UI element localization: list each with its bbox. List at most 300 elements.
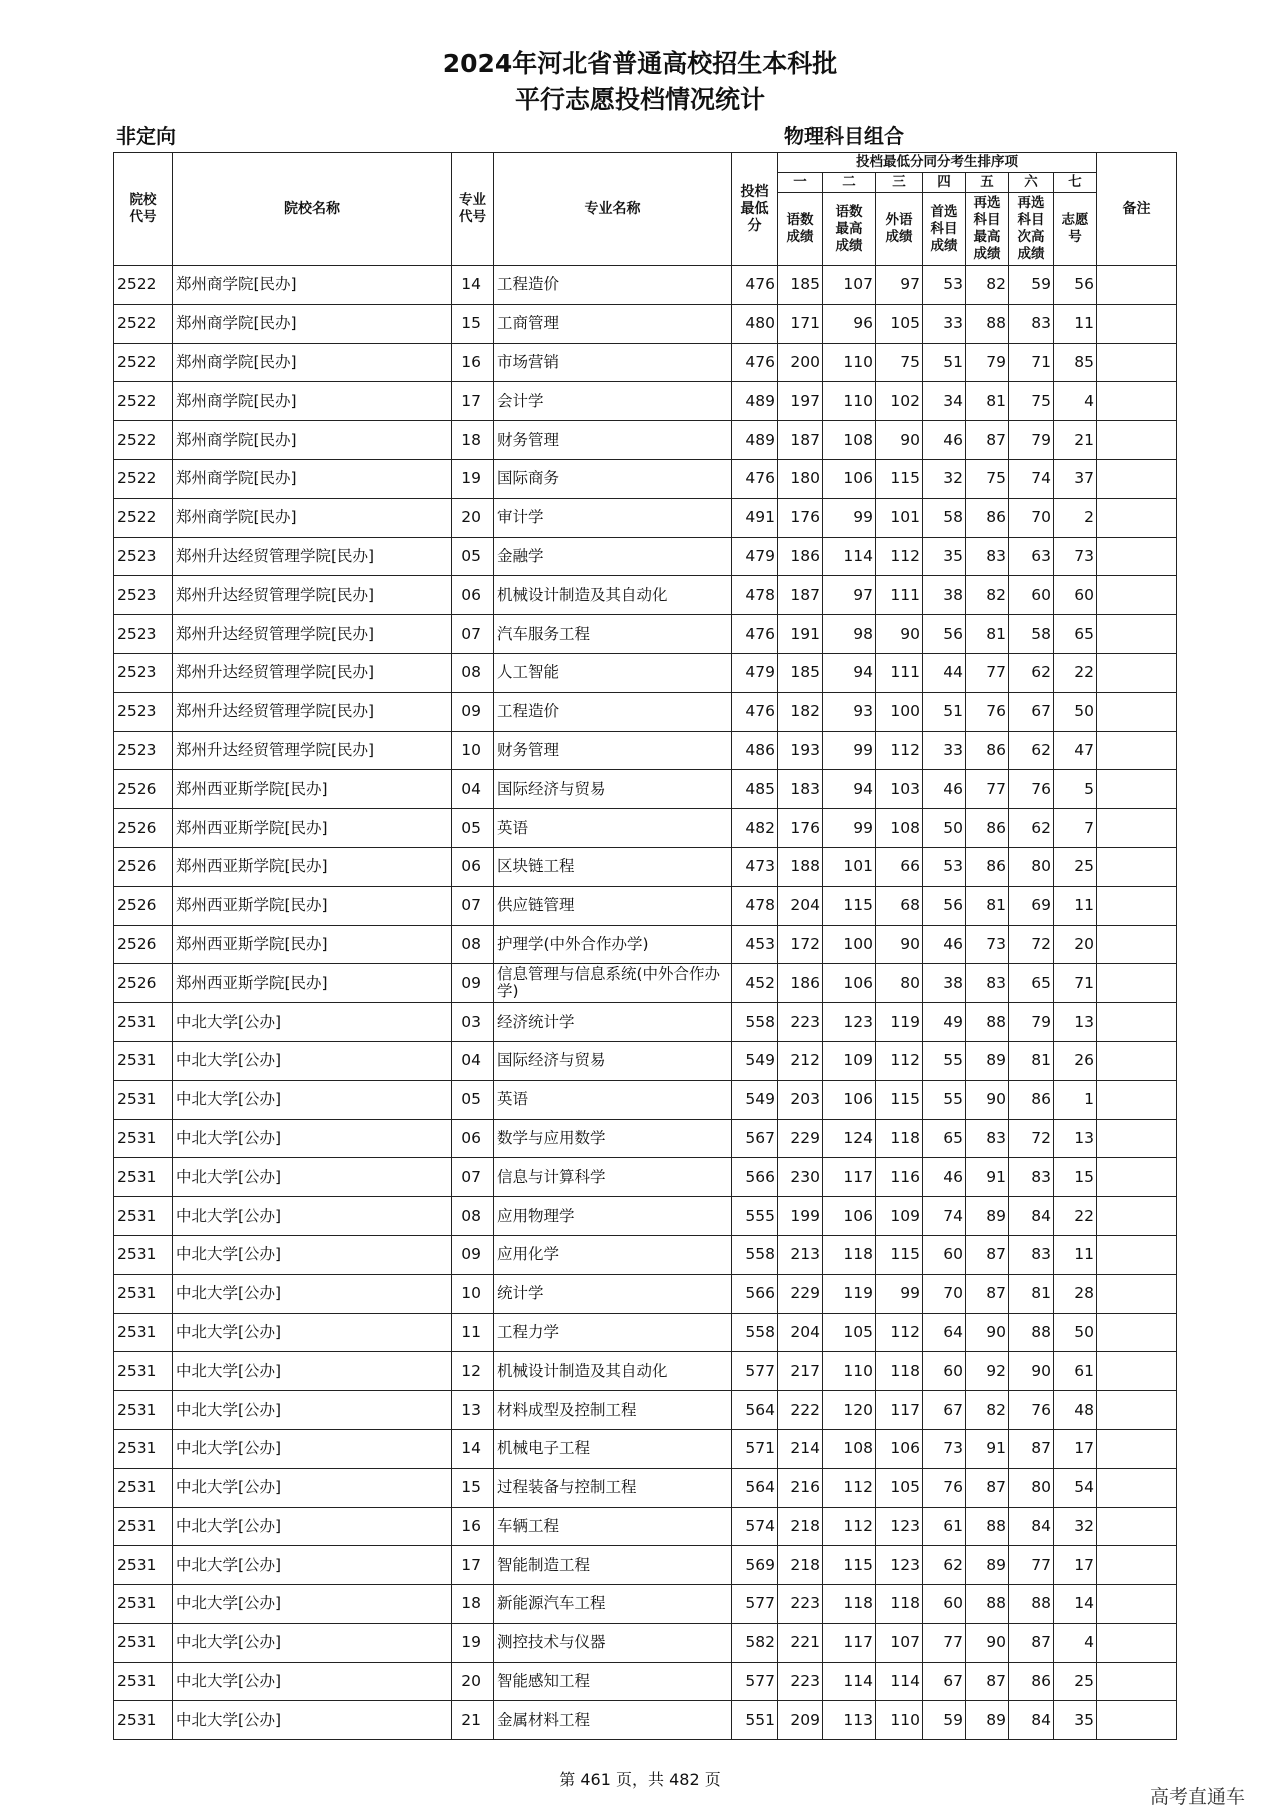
cell-elective-second-score: 71	[1009, 343, 1054, 382]
cell-chinese-math-score: 223	[778, 1003, 823, 1042]
cell-chinese-math-score: 197	[778, 382, 823, 421]
cell-major-code: 13	[452, 1391, 494, 1430]
header-order-5: 五	[966, 173, 1009, 193]
cell-elective-max-score: 88	[966, 1585, 1009, 1624]
cell-elective-max-score: 87	[966, 1662, 1009, 1701]
cell-major-code: 05	[452, 809, 494, 848]
cell-elective-second-score: 87	[1009, 1623, 1054, 1662]
cell-note	[1097, 1623, 1177, 1662]
cell-min-score: 582	[732, 1623, 778, 1662]
cell-elective-max-score: 75	[966, 459, 1009, 498]
cell-elective-second-score: 74	[1009, 459, 1054, 498]
cell-school-name: 郑州商学院[民办]	[173, 421, 452, 460]
cell-chinese-math-max: 112	[823, 1507, 876, 1546]
cell-elective-max-score: 90	[966, 1313, 1009, 1352]
cell-school-name: 中北大学[公办]	[173, 1235, 452, 1274]
cell-major-name: 英语	[494, 809, 732, 848]
cell-preference-number: 4	[1054, 382, 1097, 421]
cell-preference-number: 61	[1054, 1352, 1097, 1391]
cell-school-code: 2531	[114, 1352, 173, 1391]
cell-first-choice-score: 51	[923, 343, 966, 382]
cell-chinese-math-max: 123	[823, 1003, 876, 1042]
cell-elective-second-score: 81	[1009, 1041, 1054, 1080]
cell-first-choice-score: 65	[923, 1119, 966, 1158]
cell-elective-max-score: 83	[966, 1119, 1009, 1158]
cell-first-choice-score: 53	[923, 847, 966, 886]
cell-first-choice-score: 33	[923, 731, 966, 770]
cell-chinese-math-max: 115	[823, 1546, 876, 1585]
cell-first-choice-score: 50	[923, 809, 966, 848]
cell-school-code: 2531	[114, 1623, 173, 1662]
table-row	[114, 1429, 1177, 1468]
cell-school-name: 郑州商学院[民办]	[173, 382, 452, 421]
cell-note	[1097, 1546, 1177, 1585]
cell-major-code: 15	[452, 1468, 494, 1507]
page-number: 第 461 页，共 482 页	[559, 1770, 721, 1789]
cell-min-score: 566	[732, 1274, 778, 1313]
cell-note	[1097, 382, 1177, 421]
cell-school-code: 2531	[114, 1313, 173, 1352]
cell-chinese-math-score: 213	[778, 1235, 823, 1274]
cell-foreign-language-score: 123	[876, 1546, 923, 1585]
subject-combination-label: 物理科目组合	[784, 124, 904, 148]
cell-major-code: 19	[452, 1623, 494, 1662]
cell-school-name: 郑州商学院[民办]	[173, 459, 452, 498]
cell-foreign-language-score: 119	[876, 1003, 923, 1042]
cell-school-name: 中北大学[公办]	[173, 1197, 452, 1236]
cell-min-score: 571	[732, 1429, 778, 1468]
cell-major-name: 区块链工程	[494, 847, 732, 886]
cell-major-name: 会计学	[494, 382, 732, 421]
cell-elective-max-score: 77	[966, 770, 1009, 809]
cell-elective-max-score: 81	[966, 615, 1009, 654]
cell-major-code: 06	[452, 847, 494, 886]
cell-min-score: 577	[732, 1662, 778, 1701]
cell-school-code: 2523	[114, 576, 173, 615]
cell-chinese-math-max: 115	[823, 886, 876, 925]
cell-preference-number: 14	[1054, 1585, 1097, 1624]
header-order-4: 四	[923, 173, 966, 193]
cell-major-name: 智能制造工程	[494, 1546, 732, 1585]
cell-elective-max-score: 86	[966, 847, 1009, 886]
cell-note	[1097, 1313, 1177, 1352]
cell-min-score: 486	[732, 731, 778, 770]
cell-major-name: 应用化学	[494, 1235, 732, 1274]
cell-school-code: 2531	[114, 1507, 173, 1546]
table-row	[114, 847, 1177, 886]
header-school-name: 院校名称	[173, 153, 452, 266]
cell-elective-second-score: 76	[1009, 770, 1054, 809]
cell-major-name: 测控技术与仪器	[494, 1623, 732, 1662]
cell-min-score: 482	[732, 809, 778, 848]
cell-note	[1097, 1119, 1177, 1158]
cell-min-score: 453	[732, 925, 778, 964]
cell-elective-max-score: 92	[966, 1352, 1009, 1391]
cell-school-code: 2531	[114, 1080, 173, 1119]
cell-school-code: 2522	[114, 382, 173, 421]
cell-chinese-math-max: 100	[823, 925, 876, 964]
cell-preference-number: 25	[1054, 1662, 1097, 1701]
cell-foreign-language-score: 107	[876, 1623, 923, 1662]
cell-foreign-language-score: 117	[876, 1391, 923, 1430]
cell-note	[1097, 537, 1177, 576]
header-item-1: 语数 成绩	[778, 193, 823, 266]
cell-note	[1097, 886, 1177, 925]
cell-school-code: 2526	[114, 925, 173, 964]
cell-foreign-language-score: 114	[876, 1662, 923, 1701]
cell-major-name: 机械电子工程	[494, 1429, 732, 1468]
cell-preference-number: 7	[1054, 809, 1097, 848]
cell-min-score: 549	[732, 1080, 778, 1119]
cell-note	[1097, 809, 1177, 848]
cell-chinese-math-score: 222	[778, 1391, 823, 1430]
header-order-6: 六	[1009, 173, 1054, 193]
cell-preference-number: 22	[1054, 1197, 1097, 1236]
cell-foreign-language-score: 90	[876, 925, 923, 964]
cell-school-code: 2531	[114, 1041, 173, 1080]
cell-major-name: 汽车服务工程	[494, 615, 732, 654]
header-tie-break-group: 投档最低分同分考生排序项	[778, 153, 1097, 173]
cell-major-code: 05	[452, 1080, 494, 1119]
cell-school-code: 2526	[114, 809, 173, 848]
cell-foreign-language-score: 109	[876, 1197, 923, 1236]
cell-major-code: 09	[452, 964, 494, 1003]
cell-major-name: 经济统计学	[494, 1003, 732, 1042]
cell-preference-number: 15	[1054, 1158, 1097, 1197]
cell-chinese-math-max: 94	[823, 653, 876, 692]
cell-chinese-math-score: 229	[778, 1274, 823, 1313]
cell-preference-number: 65	[1054, 615, 1097, 654]
header-min-score: 投档 最低 分	[732, 153, 778, 266]
cell-chinese-math-score: 182	[778, 692, 823, 731]
cell-major-code: 16	[452, 343, 494, 382]
cell-note	[1097, 1003, 1177, 1042]
cell-preference-number: 60	[1054, 576, 1097, 615]
cell-school-name: 郑州升达经贸管理学院[民办]	[173, 615, 452, 654]
cell-note	[1097, 964, 1177, 1003]
cell-elective-max-score: 77	[966, 653, 1009, 692]
cell-foreign-language-score: 105	[876, 304, 923, 343]
cell-school-code: 2531	[114, 1546, 173, 1585]
cell-preference-number: 11	[1054, 304, 1097, 343]
cell-preference-number: 54	[1054, 1468, 1097, 1507]
cell-note	[1097, 1041, 1177, 1080]
cell-preference-number: 48	[1054, 1391, 1097, 1430]
cell-major-name: 机械设计制造及其自动化	[494, 1352, 732, 1391]
cell-chinese-math-score: 204	[778, 886, 823, 925]
cell-major-code: 09	[452, 692, 494, 731]
cell-school-code: 2531	[114, 1235, 173, 1274]
cell-preference-number: 32	[1054, 1507, 1097, 1546]
cell-major-code: 05	[452, 537, 494, 576]
cell-school-code: 2523	[114, 537, 173, 576]
cell-school-code: 2522	[114, 304, 173, 343]
cell-elective-max-score: 90	[966, 1080, 1009, 1119]
cell-chinese-math-max: 99	[823, 731, 876, 770]
cell-major-name: 车辆工程	[494, 1507, 732, 1546]
cell-chinese-math-score: 176	[778, 809, 823, 848]
cell-preference-number: 85	[1054, 343, 1097, 382]
cell-major-code: 17	[452, 382, 494, 421]
cell-foreign-language-score: 100	[876, 692, 923, 731]
cell-elective-max-score: 89	[966, 1546, 1009, 1585]
table-row	[114, 1041, 1177, 1080]
cell-elective-second-score: 79	[1009, 421, 1054, 460]
table-row	[114, 421, 1177, 460]
cell-first-choice-score: 76	[923, 1468, 966, 1507]
cell-chinese-math-score: 229	[778, 1119, 823, 1158]
cell-foreign-language-score: 118	[876, 1585, 923, 1624]
table-row	[114, 653, 1177, 692]
cell-major-name: 国际商务	[494, 459, 732, 498]
cell-elective-second-score: 90	[1009, 1352, 1054, 1391]
cell-elective-second-score: 77	[1009, 1546, 1054, 1585]
cell-school-code: 2523	[114, 653, 173, 692]
table-row	[114, 459, 1177, 498]
cell-chinese-math-score: 212	[778, 1041, 823, 1080]
cell-major-name: 金融学	[494, 537, 732, 576]
cell-major-name: 财务管理	[494, 421, 732, 460]
cell-chinese-math-score: 230	[778, 1158, 823, 1197]
cell-school-name: 中北大学[公办]	[173, 1701, 452, 1740]
cell-elective-second-score: 67	[1009, 692, 1054, 731]
cell-foreign-language-score: 112	[876, 731, 923, 770]
cell-foreign-language-score: 80	[876, 964, 923, 1003]
cell-preference-number: 47	[1054, 731, 1097, 770]
cell-school-code: 2526	[114, 964, 173, 1003]
cell-elective-second-score: 69	[1009, 886, 1054, 925]
cell-major-name: 信息管理与信息系统(中外合作办学)	[494, 964, 732, 1003]
cell-first-choice-score: 38	[923, 964, 966, 1003]
cell-school-name: 郑州商学院[民办]	[173, 343, 452, 382]
cell-school-code: 2531	[114, 1119, 173, 1158]
cell-preference-number: 13	[1054, 1003, 1097, 1042]
cell-first-choice-score: 70	[923, 1274, 966, 1313]
category-label: 非定向	[116, 124, 176, 148]
cell-min-score: 551	[732, 1701, 778, 1740]
cell-first-choice-score: 34	[923, 382, 966, 421]
cell-school-code: 2531	[114, 1429, 173, 1468]
cell-note	[1097, 1197, 1177, 1236]
cell-chinese-math-score: 217	[778, 1352, 823, 1391]
cell-school-code: 2526	[114, 770, 173, 809]
cell-first-choice-score: 44	[923, 653, 966, 692]
cell-elective-second-score: 83	[1009, 1158, 1054, 1197]
cell-school-name: 郑州西亚斯学院[民办]	[173, 770, 452, 809]
cell-note	[1097, 498, 1177, 537]
cell-preference-number: 56	[1054, 266, 1097, 305]
cell-preference-number: 73	[1054, 537, 1097, 576]
cell-foreign-language-score: 105	[876, 1468, 923, 1507]
cell-preference-number: 22	[1054, 653, 1097, 692]
table-row	[114, 1623, 1177, 1662]
cell-foreign-language-score: 118	[876, 1119, 923, 1158]
cell-min-score: 491	[732, 498, 778, 537]
cell-school-name: 中北大学[公办]	[173, 1080, 452, 1119]
cell-min-score: 478	[732, 886, 778, 925]
cell-school-name: 郑州西亚斯学院[民办]	[173, 925, 452, 964]
cell-elective-max-score: 82	[966, 266, 1009, 305]
cell-first-choice-score: 55	[923, 1041, 966, 1080]
cell-chinese-math-max: 117	[823, 1158, 876, 1197]
cell-preference-number: 1	[1054, 1080, 1097, 1119]
cell-major-name: 供应链管理	[494, 886, 732, 925]
cell-elective-max-score: 87	[966, 1274, 1009, 1313]
cell-elective-second-score: 75	[1009, 382, 1054, 421]
cell-major-code: 20	[452, 1662, 494, 1701]
header-item-6: 再选 科目 次高 成绩	[1009, 193, 1054, 266]
cell-chinese-math-max: 98	[823, 615, 876, 654]
page-title-line2: 平行志愿投档情况统计	[514, 85, 765, 114]
cell-chinese-math-score: 223	[778, 1662, 823, 1701]
cell-chinese-math-score: 214	[778, 1429, 823, 1468]
cell-chinese-math-max: 109	[823, 1041, 876, 1080]
cell-major-code: 12	[452, 1352, 494, 1391]
table-row	[114, 1197, 1177, 1236]
cell-chinese-math-max: 106	[823, 1197, 876, 1236]
table-header	[114, 153, 1177, 266]
cell-chinese-math-score: 204	[778, 1313, 823, 1352]
cell-elective-max-score: 76	[966, 692, 1009, 731]
table-row	[114, 1274, 1177, 1313]
cell-preference-number: 26	[1054, 1041, 1097, 1080]
cell-first-choice-score: 46	[923, 770, 966, 809]
table-row	[114, 886, 1177, 925]
cell-elective-max-score: 86	[966, 731, 1009, 770]
table-row	[114, 304, 1177, 343]
cell-chinese-math-score: 187	[778, 421, 823, 460]
cell-school-name: 中北大学[公办]	[173, 1391, 452, 1430]
header-order-7: 七	[1054, 173, 1097, 193]
table-row	[114, 1468, 1177, 1507]
cell-first-choice-score: 60	[923, 1235, 966, 1274]
cell-major-code: 17	[452, 1546, 494, 1585]
cell-preference-number: 35	[1054, 1701, 1097, 1740]
cell-school-code: 2531	[114, 1701, 173, 1740]
table-row	[114, 382, 1177, 421]
cell-foreign-language-score: 115	[876, 459, 923, 498]
cell-note	[1097, 692, 1177, 731]
cell-min-score: 549	[732, 1041, 778, 1080]
cell-school-code: 2531	[114, 1158, 173, 1197]
cell-major-name: 应用物理学	[494, 1197, 732, 1236]
cell-elective-second-score: 60	[1009, 576, 1054, 615]
cell-major-name: 数学与应用数学	[494, 1119, 732, 1158]
cell-foreign-language-score: 66	[876, 847, 923, 886]
cell-first-choice-score: 56	[923, 886, 966, 925]
cell-foreign-language-score: 97	[876, 266, 923, 305]
cell-school-name: 中北大学[公办]	[173, 1313, 452, 1352]
cell-chinese-math-max: 93	[823, 692, 876, 731]
cell-major-code: 18	[452, 421, 494, 460]
cell-note	[1097, 1585, 1177, 1624]
cell-preference-number: 50	[1054, 1313, 1097, 1352]
cell-min-score: 574	[732, 1507, 778, 1546]
table-row	[114, 1158, 1177, 1197]
cell-chinese-math-score: 199	[778, 1197, 823, 1236]
header-item-2: 语数 最高 成绩	[823, 193, 876, 266]
cell-foreign-language-score: 101	[876, 498, 923, 537]
table-row	[114, 964, 1177, 1003]
cell-elective-second-score: 65	[1009, 964, 1054, 1003]
cell-major-code: 04	[452, 770, 494, 809]
cell-chinese-math-score: 209	[778, 1701, 823, 1740]
table-row	[114, 615, 1177, 654]
cell-major-code: 07	[452, 1158, 494, 1197]
cell-first-choice-score: 64	[923, 1313, 966, 1352]
cell-note	[1097, 459, 1177, 498]
cell-preference-number: 37	[1054, 459, 1097, 498]
cell-elective-second-score: 70	[1009, 498, 1054, 537]
cell-school-name: 中北大学[公办]	[173, 1003, 452, 1042]
cell-chinese-math-max: 120	[823, 1391, 876, 1430]
cell-school-code: 2531	[114, 1197, 173, 1236]
cell-chinese-math-max: 105	[823, 1313, 876, 1352]
cell-school-name: 中北大学[公办]	[173, 1429, 452, 1468]
cell-preference-number: 20	[1054, 925, 1097, 964]
cell-note	[1097, 343, 1177, 382]
cell-school-code: 2531	[114, 1274, 173, 1313]
cell-min-score: 558	[732, 1235, 778, 1274]
cell-foreign-language-score: 112	[876, 537, 923, 576]
cell-elective-second-score: 88	[1009, 1313, 1054, 1352]
cell-chinese-math-max: 112	[823, 1468, 876, 1507]
cell-elective-max-score: 89	[966, 1701, 1009, 1740]
header-order-1: 一	[778, 173, 823, 193]
cell-elective-max-score: 87	[966, 421, 1009, 460]
cell-elective-second-score: 79	[1009, 1003, 1054, 1042]
cell-major-code: 08	[452, 1197, 494, 1236]
cell-school-name: 中北大学[公办]	[173, 1468, 452, 1507]
cell-elective-second-score: 87	[1009, 1429, 1054, 1468]
cell-note	[1097, 1080, 1177, 1119]
cell-major-name: 工程力学	[494, 1313, 732, 1352]
cell-first-choice-score: 60	[923, 1352, 966, 1391]
cell-elective-second-score: 62	[1009, 653, 1054, 692]
cell-min-score: 478	[732, 576, 778, 615]
cell-chinese-math-max: 106	[823, 964, 876, 1003]
cell-chinese-math-score: 223	[778, 1585, 823, 1624]
cell-preference-number: 5	[1054, 770, 1097, 809]
table-row	[114, 1546, 1177, 1585]
cell-major-code: 19	[452, 459, 494, 498]
cell-major-code: 08	[452, 925, 494, 964]
table-row	[114, 1352, 1177, 1391]
cell-school-code: 2526	[114, 847, 173, 886]
cell-foreign-language-score: 116	[876, 1158, 923, 1197]
cell-note	[1097, 615, 1177, 654]
cell-elective-max-score: 91	[966, 1429, 1009, 1468]
cell-elective-second-score: 80	[1009, 847, 1054, 886]
cell-major-name: 英语	[494, 1080, 732, 1119]
cell-chinese-math-max: 117	[823, 1623, 876, 1662]
cell-chinese-math-score: 188	[778, 847, 823, 886]
cell-min-score: 558	[732, 1313, 778, 1352]
cell-chinese-math-max: 101	[823, 847, 876, 886]
cell-chinese-math-score: 216	[778, 1468, 823, 1507]
cell-school-code: 2522	[114, 343, 173, 382]
cell-major-code: 14	[452, 1429, 494, 1468]
cell-school-code: 2531	[114, 1468, 173, 1507]
cell-elective-second-score: 84	[1009, 1701, 1054, 1740]
table-row	[114, 1003, 1177, 1042]
cell-chinese-math-max: 110	[823, 1352, 876, 1391]
cell-chinese-math-score: 200	[778, 343, 823, 382]
cell-elective-max-score: 81	[966, 886, 1009, 925]
cell-min-score: 480	[732, 304, 778, 343]
header-school-code: 院校 代号	[114, 153, 173, 266]
cell-note	[1097, 1429, 1177, 1468]
